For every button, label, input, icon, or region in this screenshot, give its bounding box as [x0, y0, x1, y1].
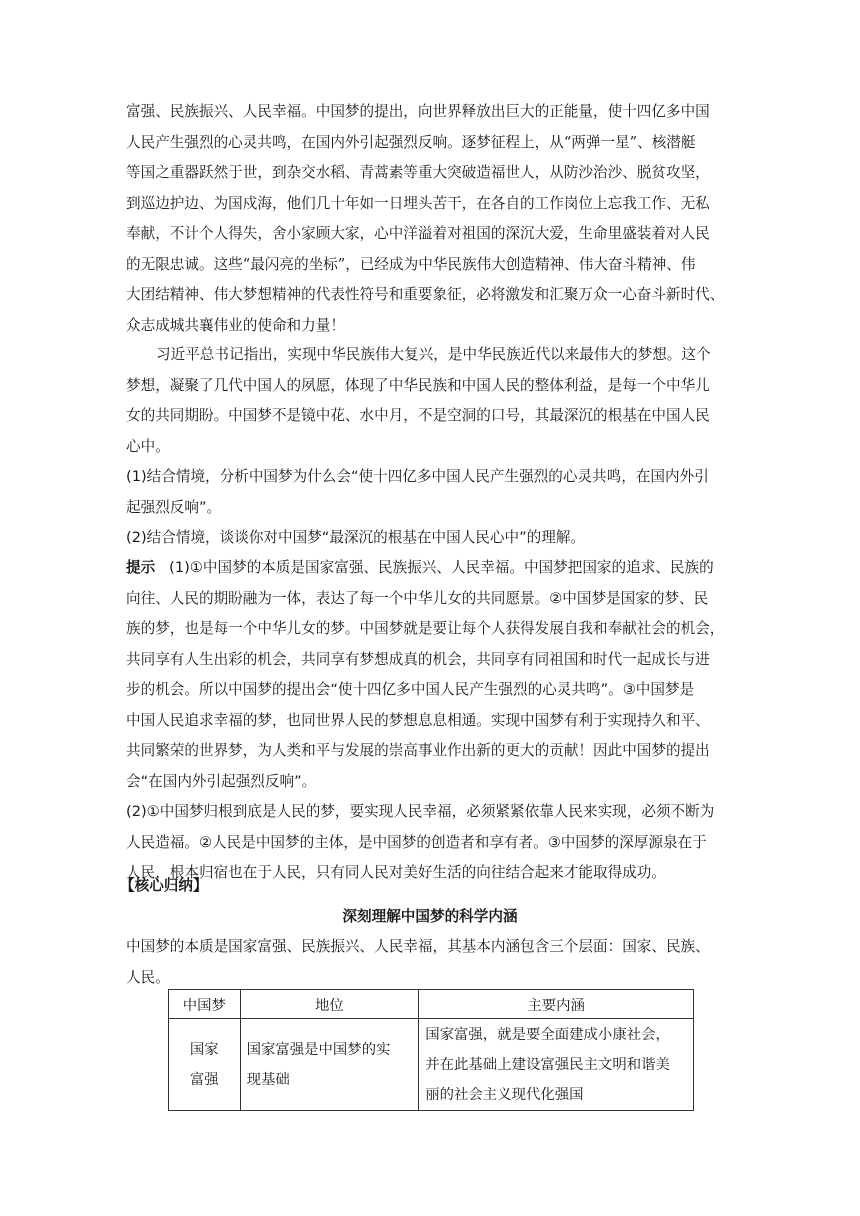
text-line: 的无限忠诚。这些“最闪亮的坐标”，已经成为中华民族伟大创造精神、伟大奋斗精神、伟	[126, 255, 696, 273]
table-cell-name	[169, 1019, 241, 1111]
text-line: 族的梦，也是每一个中华儿女的梦。中国梦就是要让每个人获得发展自我和奉献社会的机会，	[126, 620, 725, 637]
answer-1-text: (1)①中国梦的本质是国家富强、民族振兴、人民幸福。中国梦把国家的追求、民族的	[169, 559, 714, 576]
text-line: 共同繁荣的世界梦，为人类和平与发展的崇高事业作出新的更大的贡献！因此中国梦的提出	[126, 742, 710, 759]
cell-line: 国家	[189, 1041, 219, 1058]
table-header-row	[169, 990, 694, 1019]
summary-intro-line: 人民。	[126, 968, 170, 986]
table-row	[169, 1019, 694, 1111]
cell-line: 丽的社会主义现代化强国	[425, 1086, 584, 1103]
text-line: 女的共同期盼。中国梦不是镜中花、水中月，不是空洞的口号，其最深沉的根基在中国人民	[126, 407, 710, 424]
table-cell-content	[419, 1019, 694, 1111]
cell-line: 国家富强是中国梦的实	[246, 1041, 391, 1058]
text-line: 奉献，不计个人得失，舍小家顾大家，心中洋溢着对祖国的深沉大爱，生命里盛装着对人民	[126, 225, 710, 242]
text-line: 梦想，凝聚了几代中国人的夙愿，体现了中华民族和中国人民的整体利益，是每一个中华儿	[126, 376, 710, 394]
text-line: 中国人民追求幸福的梦，也同世界人民的梦想息息相通。实现中国梦有利于实现持久和平、	[126, 711, 710, 729]
summary-table	[168, 989, 694, 1111]
text-line: 人民造福。②人民是中国梦的主体，是中国梦的创造者和享有者。③中国梦的深厚源泉在于	[126, 833, 707, 851]
text-line: 等国之重器跃然于世，到杂交水稻、青蒿素等重大突破造福世人，从防沙治沙、脱贫攻坚，	[126, 164, 710, 181]
text-line: 富强、民族振兴、人民幸福。中国梦的提出，向世界释放出巨大的正能量，使十四亿多中国	[126, 103, 710, 120]
text-line: 众志成城共襄伟业的使命和力量！	[126, 316, 345, 334]
text-line: 心中。	[126, 437, 170, 455]
summary-title: 深刻理解中国梦的科学内涵	[342, 907, 518, 925]
summary-intro-line: 中国梦的本质是国家富强、民族振兴、人民幸福，其基本内涵包含三个层面：国家、民族、	[126, 938, 710, 955]
answer-hint	[126, 553, 734, 889]
table-cell-status	[240, 1019, 419, 1111]
column-header: 中国梦	[169, 990, 241, 1019]
question-1-line: 起强烈反响”。	[126, 498, 222, 516]
text-line: 共同享有人生出彩的机会，共同享有梦想成真的机会，共同享有同祖国和时代一起成长与进	[126, 650, 710, 668]
text-line: 会“在国内外引起强烈反响”。	[126, 772, 317, 790]
text-line: 人民产生强烈的心灵共鸣，在国内外引起强烈反响。逐梦征程上，从“两弹一星”、核潜艇	[126, 133, 696, 151]
summary-heading: 【核心归纳】	[120, 877, 208, 894]
hint-label: 提示	[126, 559, 156, 576]
passage-paragraph-2	[126, 340, 734, 462]
text-line: 步的机会。所以中国梦的提出会“使十四亿多中国人民产生强烈的心灵共鸣”。③中国梦是	[126, 681, 695, 698]
text-line: (2)①中国梦归根到底是人民的梦，要实现人民幸福，必须紧紧依靠人民来实现，必须不断为	[126, 803, 715, 820]
text-line: 大团结精神、伟大梦想精神的代表性符号和重要象征，必将激发和汇聚万众一心奋斗新时代、	[126, 286, 725, 303]
text-line: 习近平总书记指出，实现中华民族伟大复兴，是中华民族近代以来最伟大的梦想。这个	[156, 346, 711, 363]
question-1-line: (1)结合情境，分析中国梦为什么会“使十四亿多中国人民产生强烈的心灵共鸣，在国内外引	[126, 468, 709, 485]
cell-line: 国家富强，就是要全面建成小康社会，	[425, 1026, 670, 1043]
text-line: 到巡边护边、为国戍海，他们几十年如一日埋头苦干，在各自的工作岗位上忘我工作、无私	[126, 194, 710, 212]
column-header: 地位	[240, 990, 419, 1019]
answer-1-first-line	[126, 553, 734, 584]
summary-section	[120, 871, 734, 993]
text-line: 人民，根本归宿也在于人民，只有同人民对美好生活的向往结合起来才能取得成功。	[126, 864, 666, 881]
questions	[126, 462, 734, 554]
cell-line: 并在此基础上建设富强民主文明和谐美	[425, 1056, 670, 1073]
text-line: 向往、人民的期盼融为一体，表达了每一个中华儿女的共同愿景。②中国梦是国家的梦、民	[126, 589, 709, 607]
cell-line: 富强	[189, 1071, 219, 1088]
cell-line: 现基础	[246, 1071, 290, 1088]
passage-paragraph-1	[126, 97, 734, 341]
column-header: 主要内涵	[419, 990, 694, 1019]
question-2: (2)结合情境，谈谈你对中国梦“最深沉的根基在中国人民心中”的理解。	[126, 529, 586, 546]
